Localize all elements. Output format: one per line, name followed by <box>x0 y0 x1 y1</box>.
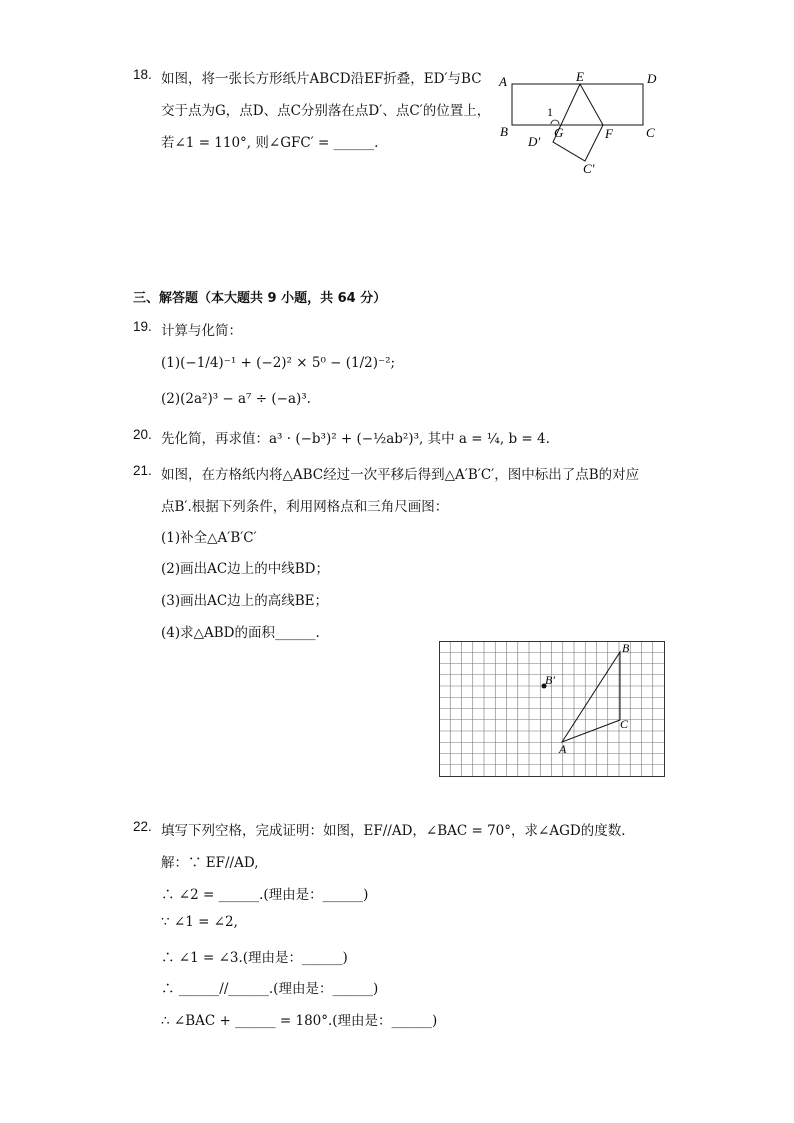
q21-part2: (2)画出AC边上的中线BD； <box>161 561 329 577</box>
label-E: E <box>576 69 584 84</box>
q19-part1: (1)(−1/4)⁻¹ + (−2)² × 5⁰ − (1/2)⁻²; <box>161 355 396 371</box>
q18-line1: 如图，将一张长方形纸片ABCD沿EF折叠，ED′与BC <box>161 71 482 87</box>
q18-number: 18. <box>133 67 152 82</box>
grid-border <box>440 642 665 777</box>
label-angle-1: 1 <box>547 105 553 119</box>
label-A: A <box>499 74 507 89</box>
q18-fold-figure <box>495 62 670 182</box>
q22-step3: ∵ ∠1 = ∠2, <box>161 914 238 930</box>
section-3-title: 三、解答题（本大题共 9 小题，共 64 分） <box>133 291 387 306</box>
label-D-prime: D′ <box>528 134 541 149</box>
q20-number: 20. <box>133 427 152 442</box>
folded-part <box>553 84 603 161</box>
q22-step5: ∴ ______//______.(理由是：______) <box>161 981 379 997</box>
q21-grid-figure <box>439 641 666 778</box>
label-C-prime: C′ <box>583 161 595 176</box>
label-grid-A: A <box>559 742 567 756</box>
q21-part3: (3)画出AC边上的高线BE； <box>161 593 328 609</box>
q21-line2: 点B′.根据下列条件，利用网格点和三角尺画图： <box>161 499 449 515</box>
label-grid-C: C <box>620 717 629 731</box>
label-D: D <box>647 71 657 86</box>
q20-text: 先化简，再求值：a³ · (−b³)² + (−½ab²)³, 其中 a = ¼, b = 4. <box>161 431 550 447</box>
q21-part1: (1)补全△A′B′C′ <box>161 530 257 546</box>
q19-title: 计算与化简： <box>161 323 242 339</box>
q22-step1: 解：∵ EF//AD, <box>161 855 259 871</box>
q21-part4: (4)求△ABD的面积______. <box>161 625 320 641</box>
q22-step2: ∴ ∠2 = ______.(理由是：______) <box>161 887 369 903</box>
angle-1-arc <box>551 120 559 124</box>
q18-line2: 交于点为G，点D、点C分别落在点D′、点C′的位置上， <box>161 103 491 119</box>
q21-line1: 如图，在方格纸内将△ABC经过一次平移后得到△A′B′C′，图中标出了点B的对应 <box>161 467 640 483</box>
label-grid-B: B <box>622 641 630 655</box>
label-grid-B-prime: B′ <box>545 673 555 687</box>
grid-lines <box>439 641 665 777</box>
q19-number: 19. <box>133 319 152 334</box>
q22-line1: 填写下列空格，完成证明：如图，EF//AD，∠BAC = 70°，求∠AGD的度数. <box>161 823 626 839</box>
label-C: C <box>646 125 655 140</box>
q18-line3: 若∠1 = 110°, 则∠GFC′ = ______. <box>161 135 379 151</box>
q21-number: 21. <box>133 463 152 478</box>
q22-step4: ∴ ∠1 = ∠3.(理由是：______) <box>161 950 348 966</box>
label-F: F <box>605 126 613 141</box>
q19-part2: (2)(2a²)³ − a⁷ ÷ (−a)³. <box>161 391 311 407</box>
label-G: G <box>554 125 564 140</box>
label-B: B <box>500 124 508 139</box>
q22-number: 22. <box>133 819 152 834</box>
q22-step6: ∴ ∠BAC + ______ = 180°.(理由是：______) <box>161 1013 438 1029</box>
